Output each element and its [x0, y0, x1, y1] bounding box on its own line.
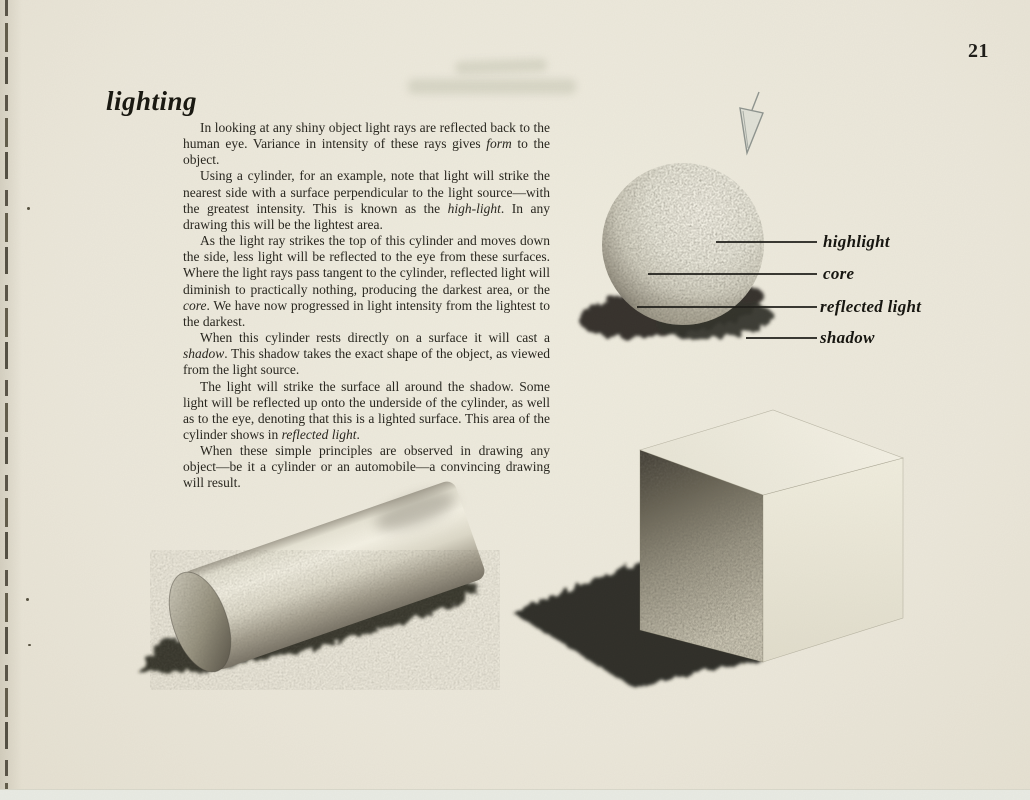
- page-title: lighting: [106, 86, 198, 116]
- cylinder-figure: [110, 480, 510, 715]
- paragraph: The light will strike the surface all around the shadow. Some light will be reflected up onto the underside of the cylinder, as well as to the eye, denoting that this is a lighted surface. This area of the cylinder shows in reflected light.: [183, 378, 550, 442]
- label-core: core: [823, 264, 855, 283]
- paper-speck: [27, 207, 30, 210]
- sphere-grain: [602, 163, 764, 325]
- cube-figure: [500, 395, 920, 700]
- label-reflected-light: reflected light: [820, 297, 922, 316]
- verso-showthrough: [455, 58, 547, 74]
- paragraph: As the light ray strikes the top of this cylinder and moves down the side, less light will be reflected to the eye from these surfaces. Where the light rays pass tangent to the cylinder, reflected light will diminish to practically nothing, producing the darkest area, or the core. We have now progressed in light intensity from the lightest to the darkest.: [183, 233, 550, 329]
- paragraph: In looking at any shiny object light rays are reflected back to the human eye. Variance in intensity of these rays gives form to the object.: [183, 120, 551, 168]
- paragraph: When these simple principles are observed in drawing any object—be it a cylinder or an automobile—a convincing drawing will result.: [183, 443, 550, 491]
- paper-speck: [28, 644, 31, 646]
- sphere-figure: [560, 80, 960, 360]
- verso-showthrough: [408, 79, 576, 94]
- page-edge-shading: [0, 0, 22, 789]
- light-direction-arrow-icon: [740, 92, 763, 153]
- paper-speck: [26, 598, 29, 601]
- page-number: 21: [968, 40, 989, 62]
- paragraph: When this cylinder rests directly on a surface it will cast a shadow. This shadow takes the exact shape of the object, as viewed from the light source.: [183, 330, 550, 378]
- paragraph: Using a cylinder, for an example, note that light will strike the nearest side with a surface perpendicular to the light source—with the greatest intensity. This is known as the high-light. In any drawing this will be the lightest area.: [183, 168, 550, 232]
- cylinder-grain: [150, 550, 500, 690]
- label-shadow: shadow: [820, 328, 875, 347]
- article-text: [183, 120, 550, 492]
- page-bottom-edge: [0, 789, 1030, 800]
- label-highlight: highlight: [823, 232, 890, 251]
